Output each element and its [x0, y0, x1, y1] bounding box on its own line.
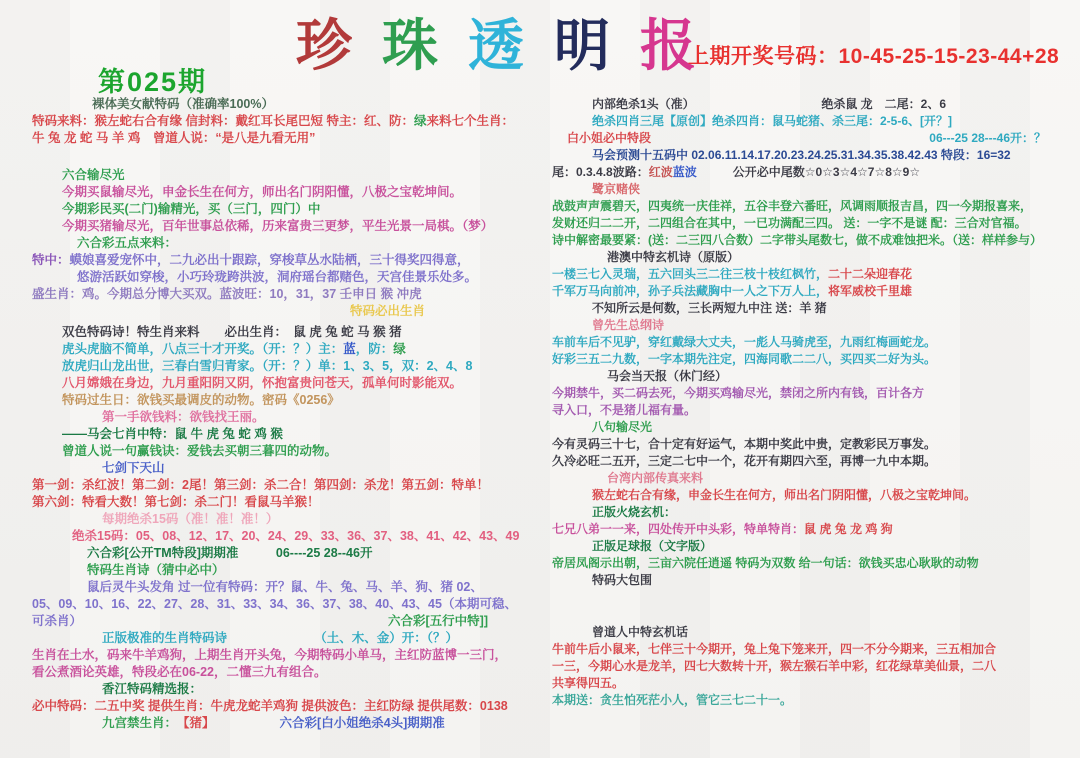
- title-char: 珍: [296, 16, 352, 78]
- text-segment: 发财还归二二开，二四组合在其中，一已功满配三四。 送：一字不是谜 配：三合对官福。: [552, 216, 1027, 230]
- text-segment: 六合彩五点来料：: [77, 236, 178, 250]
- text-segment: 每期绝杀15码（准！准！准！）: [102, 512, 279, 526]
- text-segment: 六合彩[五行中特]]: [388, 614, 488, 628]
- text-line: [552, 283, 1076, 300]
- text-segment: 绝杀四肖三尾【原创】绝杀四肖：鼠马蛇猪、杀三尾：2-5-6、[开？]: [592, 114, 953, 128]
- text-line: [552, 181, 1076, 198]
- text-line: [32, 715, 548, 732]
- text-line: [32, 681, 548, 698]
- text-segment: 鹭京赌侠: [592, 182, 641, 196]
- text-line: [552, 538, 1076, 555]
- last-draw-numbers: 上期开奖号码：10-45-25-15-23-44+28: [688, 45, 1060, 68]
- text-line: [552, 232, 1076, 249]
- text-segment: 绿: [413, 114, 427, 128]
- text-line: [32, 630, 548, 647]
- text-segment: 曾先生总纲诗: [592, 318, 665, 332]
- text-segment: 生肖在土水，码来牛羊鸡狗，上期生肖开头兔，今期特码小单马，主红防蓝博一三门，: [32, 648, 508, 662]
- text-segment: 蓝: [343, 342, 356, 356]
- text-segment: 九宫禁生肖：: [102, 716, 178, 730]
- text-segment: 帝居凤阁示出朝，三亩六院任逍遥 特码为双数 给一句话：欲钱买忠心耿耿的动物: [552, 556, 979, 570]
- text-line: [32, 167, 548, 184]
- text-line: [552, 521, 1076, 538]
- text-segment: 第六剑：特看大数！第七剑：杀二门！看鼠马羊猴！: [32, 495, 320, 509]
- text-segment: 将军威校千里雄: [828, 284, 913, 298]
- text-line: [32, 409, 548, 426]
- text-segment: 特码必出生肖: [350, 304, 426, 318]
- text-segment: 第一手欲钱料：欲钱找王丽。: [102, 410, 265, 424]
- text-line: [32, 358, 548, 375]
- text-segment: 八月嫦娥在身边，九月重阳阴又阴，怀抱富贵问苍天，孤单何时影能双。: [62, 376, 463, 390]
- text-line: [32, 494, 548, 511]
- text-segment: 蓝波: [672, 165, 697, 179]
- text-line: [32, 130, 548, 147]
- text-line: [552, 641, 1076, 658]
- text-segment: 共享得四五。: [552, 676, 625, 690]
- text-segment: 05、09、10、16、22、27、28、31、33、34、36、37、38、40、43、45（本期可稳、: [32, 597, 517, 611]
- text-line: [32, 579, 548, 596]
- text-segment: 猴左蛇右合有缘，申金长生在何方，师出名门阴阳懂，八极之宝乾坤间。: [592, 488, 977, 502]
- text-line: [32, 286, 548, 303]
- text-segment: 今期彩民买(二门)输精光，买（三门，四门）中: [62, 202, 321, 216]
- text-segment: 久冷必旺二五开，三定二七中一个，花开有期四六至，再博一九中本期。: [552, 454, 937, 468]
- report-title: [296, 18, 696, 77]
- text-line: [552, 300, 1076, 317]
- text-line: [552, 147, 1076, 164]
- text-line: [32, 477, 548, 494]
- text-line: [32, 460, 548, 477]
- text-segment: 一楼三七入灵瑞，五六回头三二往三枝十枝红枫竹，: [552, 267, 829, 281]
- text-line: [552, 470, 1076, 487]
- text-segment: 第一剑：杀红波！第二剑：2尾！第三剑：杀二合！第四剑：杀龙！第五剑：特单！: [32, 478, 489, 492]
- text-line: [32, 511, 548, 528]
- text-segment: 八句输尽光: [592, 420, 653, 434]
- title-char: 报: [640, 16, 696, 78]
- text-line: [552, 130, 1076, 147]
- text-line: [32, 113, 548, 130]
- text-segment: 今期买猪输尽光，百年世事总依稀，历来富贵三更梦，平生光景一局棋。（梦）: [62, 219, 494, 233]
- text-segment: 不知所云是何数，三长两短九中注 送：羊 猪: [592, 301, 827, 315]
- text-line: [552, 658, 1076, 675]
- text-segment: 曾道人中特玄机话: [592, 625, 689, 639]
- text-segment: 曾道人说一句赢钱诀：爱钱去买朝三暮四的动物。: [62, 444, 338, 458]
- text-segment: （土、木、金）开：（？）: [314, 631, 458, 645]
- text-line: [32, 184, 548, 201]
- text-segment: 二十二朵迎春花: [828, 267, 913, 281]
- text-line: [32, 375, 548, 392]
- text-segment: 牛前牛后小鼠来，七伴三十今期开，兔上兔下笼来开，四一不分今期来，三五相加合: [552, 642, 997, 656]
- text-segment: 今有灵码三十七，合十定有好运气，本期中奖此中贵，定教彩民万事发。: [552, 437, 937, 451]
- text-segment: 悠游活跃如穿梭，小巧玲珑跨洪波，洞府瑶台都赌色，天宫佳景乐处多。: [77, 270, 478, 284]
- text-segment: 裸体美女献特码（准确率100%）: [92, 97, 274, 111]
- text-segment: 七剑下天山: [102, 461, 165, 475]
- text-segment: 六合输尽光: [62, 168, 125, 182]
- text-segment: 台湾内部传真来料: [607, 471, 704, 485]
- text-line: [552, 215, 1076, 232]
- text-segment: 公开必中尾数☆0☆3☆4☆7☆8☆9☆: [696, 165, 921, 179]
- text-line: [552, 249, 1076, 266]
- text-segment: 06---25 28---46开：？: [929, 131, 1046, 145]
- text-segment: 今期禁牛，买二码去死，今期买鸡输尽光，禁闭之所内有钱，百计各方: [552, 386, 925, 400]
- text-line: [32, 392, 548, 409]
- text-segment: 来料七个生肖：: [426, 114, 514, 128]
- text-segment: 特码大包围: [592, 573, 653, 587]
- text-segment: 特码过生日：欲钱买最调皮的动物。密码《0256》: [62, 393, 340, 407]
- text-segment: 诗中解密最要紧：(送：二三四八合数）二字带头尾数七，做不成难蚀把米。（送：样样参与）: [552, 233, 1042, 247]
- text-segment: 正版足球报（文字版）: [592, 539, 713, 553]
- title-char: 珠: [382, 16, 438, 78]
- text-line: [552, 487, 1076, 504]
- text-line: [552, 504, 1076, 521]
- text-segment: 放虎归山龙出世，三春白雪归青家。（开：？）单：1、3、5，双：2、4、8: [62, 359, 473, 373]
- text-segment: 盛生肖：鸡。今期总分博大买双。蓝波旺：10，31，37 壬申日 猴 冲虎: [32, 287, 422, 301]
- text-segment: 鼠 虎 兔 龙 鸡 狗: [804, 522, 893, 536]
- text-line: [32, 341, 548, 358]
- text-segment: 双色特码诗！特生肖来料 必出生肖： 鼠 虎 兔 蛇 马 猴 猪: [62, 325, 402, 339]
- text-segment: 正版极准的生肖特码诗: [102, 631, 228, 645]
- text-line: [552, 692, 1076, 709]
- text-segment: 红波: [648, 165, 673, 179]
- text-segment: 战鼓声声震碧天，四夷统一庆佳祥，五谷丰登六番旺，风调雨顺报吉昌，四一今期报喜来，: [552, 199, 1033, 213]
- text-line: [32, 303, 548, 320]
- text-line: [32, 698, 548, 715]
- text-line: [552, 368, 1076, 385]
- text-segment: 可杀肖）: [32, 614, 83, 628]
- text-line: [552, 675, 1076, 692]
- text-line: [32, 426, 548, 443]
- text-segment: 马会预测十五码中 02.06.11.14.17.20.23.24.25.31.34.35.38.42.43 特段：16=32: [592, 148, 1011, 162]
- text-line: [32, 443, 548, 460]
- title-char: 明: [554, 16, 610, 78]
- text-line: [32, 613, 548, 630]
- right-column: [552, 96, 1076, 709]
- text-line: [552, 164, 1076, 181]
- text-segment: 内部绝杀1头（准）: [592, 97, 695, 111]
- text-segment: 六合彩[公开TM特段]期期准 06----25 28--46开: [87, 546, 373, 560]
- text-line: [552, 555, 1076, 572]
- text-segment: 好彩三五二九数，一字本期先注定，四海同歌二二八，买四买二好为头。: [552, 352, 937, 366]
- text-segment: 今期买鼠输尽光，申金长生在何方，师出名门阴阳懂，八极之宝乾坤间。: [62, 185, 463, 199]
- text-line: [552, 436, 1076, 453]
- title-char: 透: [468, 16, 524, 78]
- text-line: [552, 402, 1076, 419]
- text-segment: 绝杀15码：05、08、12、17、20、24、29、33、36、37、38、41、42、43、49: [72, 529, 520, 543]
- text-line: [32, 218, 548, 235]
- text-line: [32, 201, 548, 218]
- text-segment: 七兄八弟一一来，四处传开中头彩，特单特肖：: [552, 522, 805, 536]
- text-line: [32, 252, 548, 269]
- text-segment: 特码生肖诗（猜中必中）: [87, 563, 225, 577]
- text-segment: 寻入口，不是猪儿福有量。: [552, 403, 697, 417]
- text-segment: 一三，今期心水是龙羊，四七大数转十开，猴左猴石羊中彩，红花绿草美仙景，二八: [552, 659, 997, 673]
- text-segment: 港澳中特玄机诗（原版）: [607, 250, 740, 264]
- text-segment: 虎头虎脑不简单，八点三十才开奖。（开：？）主：: [62, 342, 344, 356]
- text-segment: ——马会七肖中特：鼠 牛 虎 兔 蛇 鸡 猴: [62, 427, 283, 441]
- text-segment: 六合彩[白小姐绝杀4头]期期准: [279, 716, 445, 730]
- text-line: [32, 269, 548, 286]
- text-segment: 尾：0.3.4.8波路：: [552, 165, 649, 179]
- text-segment: 马会当天报（休门经）: [607, 369, 728, 383]
- text-line: [32, 235, 548, 252]
- text-line: [32, 664, 548, 681]
- text-segment: 看公煮酒论英雄，特段必在06-22，二懂三九有组合。: [32, 665, 327, 679]
- text-segment: 蟆娘喜爱宠怀中，二九必出十跟踪，穿梭草丛水陆栖，三十得奖四得意，: [69, 253, 470, 267]
- text-line: [32, 545, 548, 562]
- text-line: [552, 351, 1076, 368]
- text-line: [32, 562, 548, 579]
- text-line: [552, 266, 1076, 283]
- text-segment: 绝杀鼠 龙 二尾：2、6: [821, 97, 946, 111]
- text-segment: 本期送：贪生怕死茫小人，管它三七二十一。: [552, 693, 793, 707]
- text-segment: 鼠后灵牛头发角 过一位有特码：开？鼠、牛、兔、马、羊、狗、猪 02、: [87, 580, 483, 594]
- text-line: [32, 96, 548, 113]
- text-segment: 特中：: [32, 253, 70, 267]
- text-segment: 特码来料：猴左蛇右合有缘 信封料：戴红耳长尾巴短 特主：红、防：: [32, 114, 414, 128]
- text-segment: ，防：: [355, 342, 394, 356]
- text-segment: 正版火烧玄机：: [592, 505, 677, 519]
- text-segment: 牛 兔 龙 蛇 马 羊 鸡 曾道人说：“是八是九看无用”: [32, 131, 316, 145]
- text-line: [552, 419, 1076, 436]
- text-segment: 车前车后不见驴，穿红戴绿大丈夫，一彪人马骑虎至，九雨红梅画蛇龙。: [552, 335, 937, 349]
- text-line: [552, 572, 1076, 589]
- text-segment: 白小姐必中特段: [567, 131, 652, 145]
- text-line: [32, 596, 548, 613]
- text-line: [552, 317, 1076, 334]
- text-line: [552, 453, 1076, 470]
- text-segment: 【猪】: [177, 716, 215, 730]
- text-segment: 必中特码：二五中奖 提供生肖：牛虎龙蛇羊鸡狗 提供波色：主红防绿 提供尾数：0138: [32, 699, 508, 713]
- text-segment: 香江特码精选报：: [102, 682, 203, 696]
- text-line: [552, 113, 1076, 130]
- text-line: [552, 334, 1076, 351]
- text-line: [32, 647, 548, 664]
- text-line: [32, 528, 548, 545]
- text-segment: 千军万马向前冲，孙子兵法藏胸中一人之下万人上，: [552, 284, 829, 298]
- text-line: [552, 624, 1076, 641]
- text-segment: 绿: [393, 342, 406, 356]
- text-line: [552, 96, 1076, 113]
- text-line: [32, 324, 548, 341]
- issue-number: 第025期: [98, 67, 208, 97]
- text-line: [552, 385, 1076, 402]
- text-line: [552, 198, 1076, 215]
- left-column: [32, 96, 548, 732]
